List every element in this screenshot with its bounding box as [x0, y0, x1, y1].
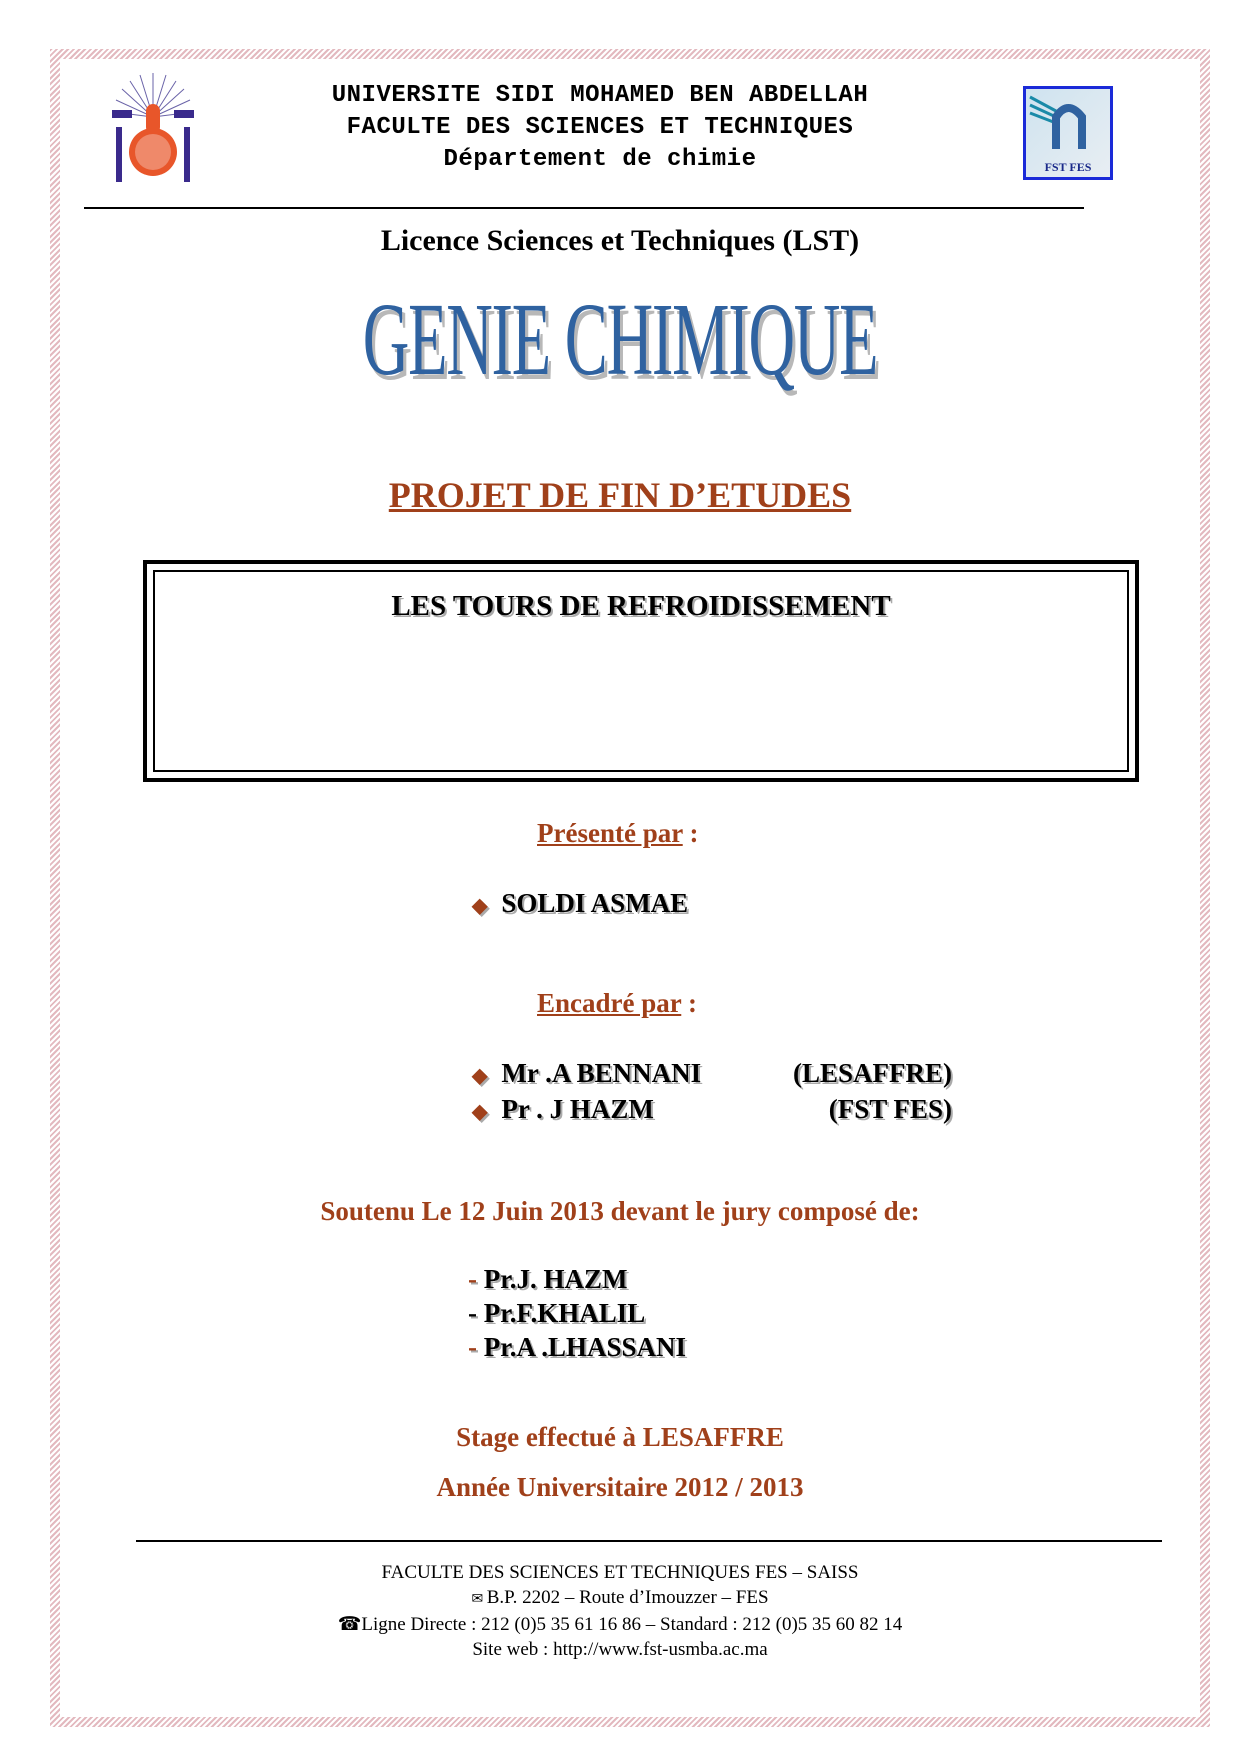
document-type: PROJET DE FIN D’ETUDES	[388, 475, 852, 515]
project-title: LES TOURS DE REFROIDISSEMENT	[391, 590, 891, 622]
program-name: Licence Sciences et Techniques (LST)	[380, 224, 860, 257]
footer-faculty: FACULTE DES SCIENCES ET TECHNIQUES FES – SAISS	[381, 1562, 859, 1583]
supervised-by-label: Encadré par :	[537, 988, 698, 1018]
jury-member: - Pr.A .LHASSANI	[468, 1332, 687, 1362]
diamond-bullet-icon: ◆	[472, 895, 488, 917]
mail-icon: ✉	[471, 1592, 487, 1607]
faculty-name: FACULTE DES SCIENCES ET TECHNIQUES	[346, 114, 854, 141]
diamond-bullet-icon: ◆	[472, 1065, 488, 1087]
footer-phone: ☎Ligne Directe : 212 (0)5 35 61 16 86 – Standard : 212 (0)5 35 60 82 14	[337, 1614, 903, 1635]
fst-fes-logo-text: FST FES	[1044, 160, 1092, 174]
footer	[0, 1560, 1240, 1662]
footer-divider	[136, 1540, 1162, 1542]
university-logo	[108, 72, 198, 187]
student-item: ◆ SOLDI ASMAE	[472, 888, 689, 918]
department-name: Département de chimie	[443, 146, 757, 173]
phone-icon: ☎	[337, 1614, 362, 1635]
jury-member: - Pr.F.KHALIL	[468, 1298, 646, 1328]
jury-member: - Pr.J. HAZM	[468, 1264, 628, 1294]
internship-info: Stage effectué à LESAFFRE	[456, 1422, 784, 1452]
fst-fes-logo	[1023, 86, 1113, 180]
academic-year: Année Universitaire 2012 / 2013	[436, 1472, 804, 1502]
diamond-bullet-icon: ◆	[472, 1101, 488, 1123]
jury-list	[468, 1262, 686, 1364]
footer-website: Site web : http://www.fst-usmba.ac.ma	[472, 1639, 768, 1660]
specialty-title: GENIE CHIMIQUE	[362, 282, 878, 397]
supervisor-item: ◆ Mr .A BENNANI (LESAFFRE)	[472, 1058, 952, 1088]
presented-by-label: Présenté par :	[537, 818, 699, 848]
defense-info: Soutenu Le 12 Juin 2013 devant le jury composé de:	[320, 1196, 920, 1226]
supervisor-item: ◆ Pr . J HAZM (FST FES)	[472, 1094, 952, 1124]
university-header	[250, 80, 950, 176]
footer-address: ✉ B.P. 2202 – Route d’Imouzzer – FES	[471, 1587, 769, 1608]
project-title-frame	[143, 560, 1139, 782]
header-divider	[84, 207, 1084, 209]
university-name: UNIVERSITE SIDI MOHAMED BEN ABDELLAH	[331, 82, 869, 109]
